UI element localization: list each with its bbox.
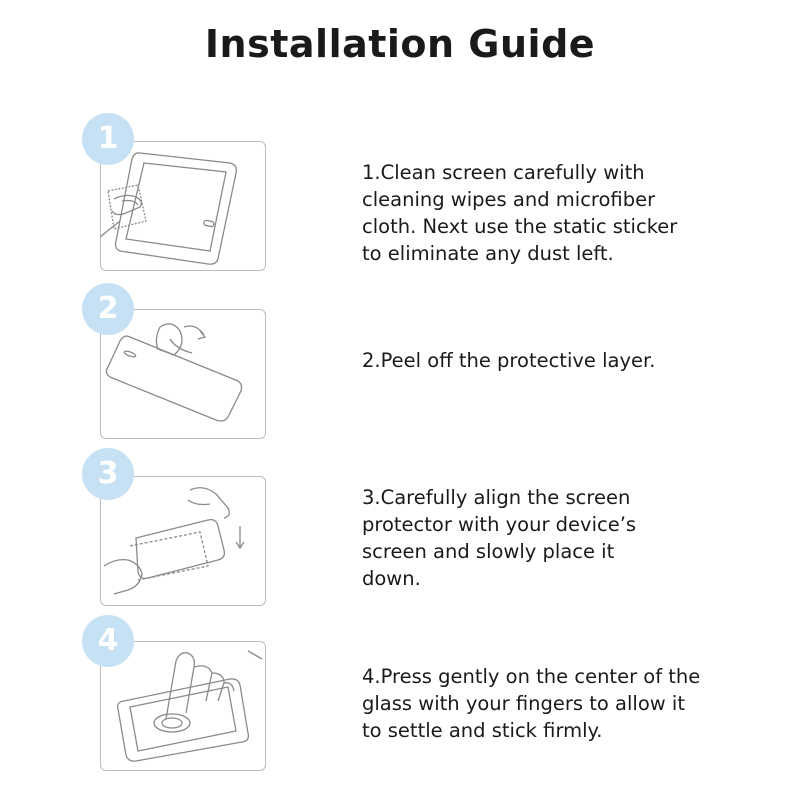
step-1-number: 1 [97, 121, 119, 156]
step-2-text: 2.Peel off the protective layer. [362, 349, 656, 372]
step-3-text: 3.Carefully align the screen protector with your device’s screen and slowly place it down. [362, 486, 637, 590]
step-2-badge [82, 283, 134, 335]
step-1-text: 1.Clean screen carefully with cleaning wipes and microfiber cloth. Next use the static sticker to eliminate any dust left. [362, 161, 678, 265]
step-2 [0, 291, 800, 469]
step-3-badge [82, 448, 134, 500]
step-4-number: 4 [97, 623, 119, 658]
step-1-badge [82, 113, 134, 165]
step-1 [0, 121, 800, 301]
step-4-badge [82, 615, 134, 667]
step-4 [0, 623, 800, 801]
step-3-number: 3 [97, 456, 119, 491]
step-4-text: 4.Press gently on the center of the glass with your fingers to allow it to settle and stick firmly. [362, 665, 701, 742]
step-2-number: 2 [97, 291, 119, 326]
page-title: Installation Guide [204, 22, 596, 66]
step-3 [0, 456, 800, 636]
